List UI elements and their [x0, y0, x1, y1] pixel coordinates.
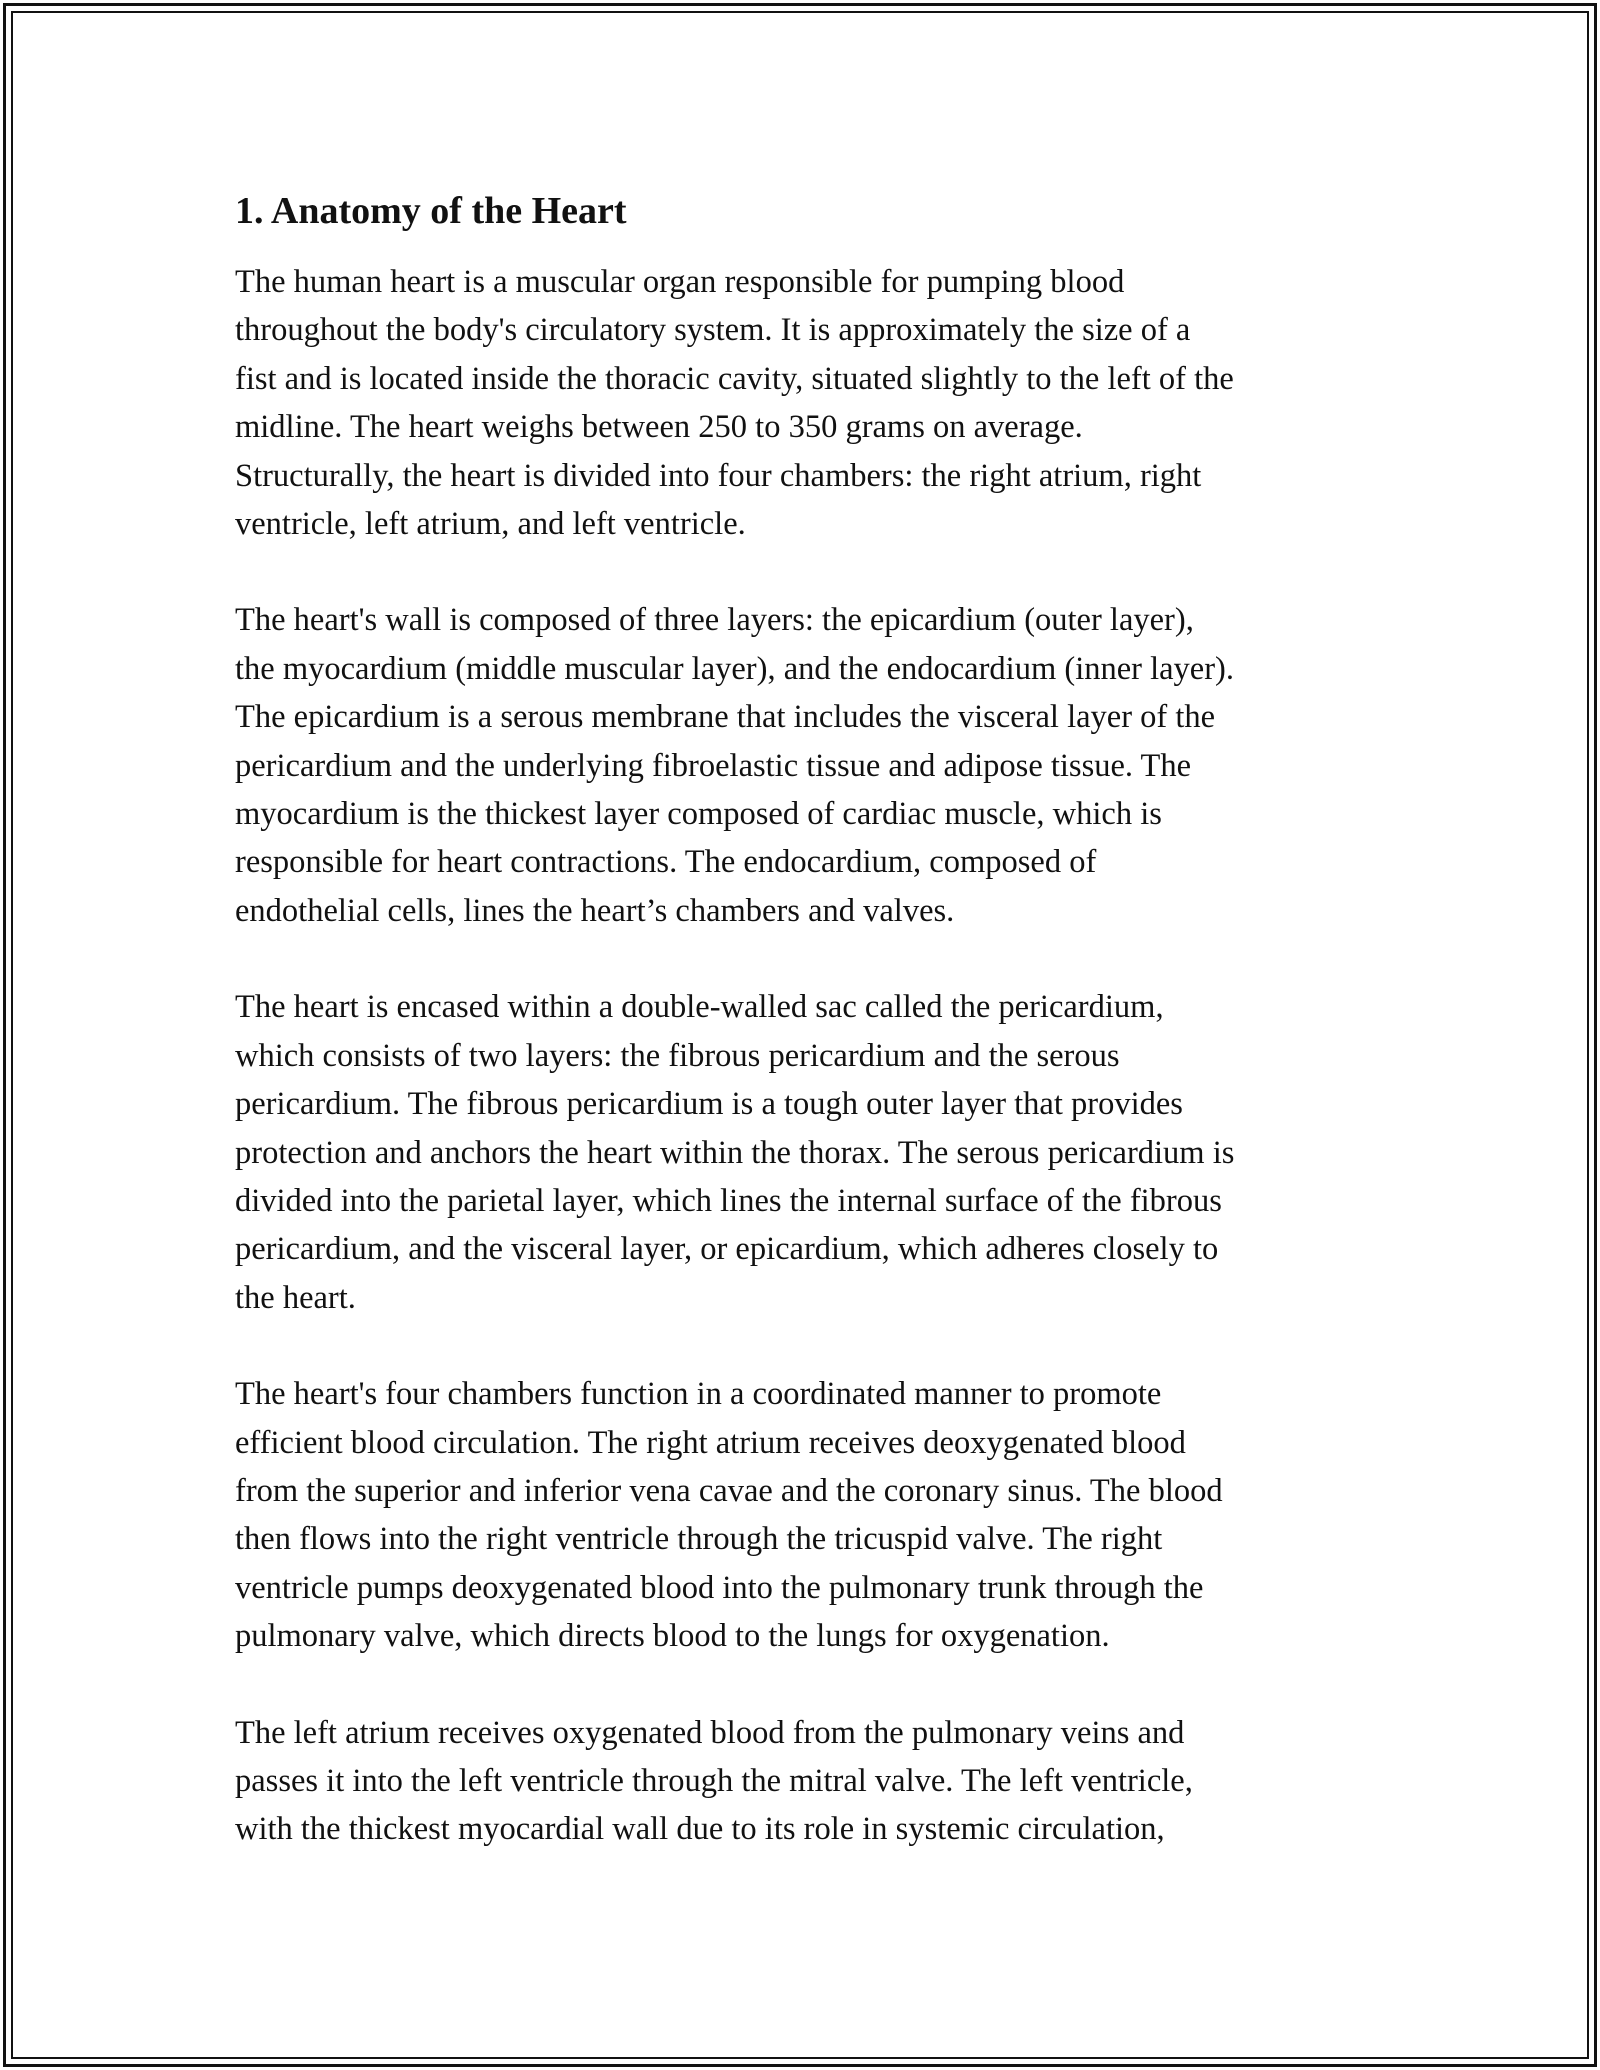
document-body: [235, 186, 1375, 1902]
section-heading: 1. Anatomy of the Heart: [235, 190, 627, 232]
paragraph-heart-overview: The human heart is a muscular organ responsible for pumping blood throughout the body's circulatory system. It is approximately the size of a fist and is located inside the thoracic cavity, situated slightly to the left of the midline. The heart weighs between 250 to 350 grams on average. Structurally, the heart is divided into four chambers: the right atrium, right ventricle, left atrium, and left ventricle.: [235, 264, 1234, 543]
paragraph-left-heart-circulation: The left atrium receives oxygenated blood from the pulmonary veins and passes it into the left ventricle through the mitral valve. The left ventricle, with the thickest myocardial wall due to its role in systemic circulation,: [235, 1714, 1193, 1848]
paragraph-right-heart-circulation: The heart's four chambers function in a coordinated manner to promote efficient blood circulation. The right atrium receives deoxygenated blood from the superior and inferior vena cavae and the coronary sinus. The blood then flows into the right ventricle through the tricuspid valve. The right ventricle pumps deoxygenated blood into the pulmonary trunk through the pulmonary valve, which directs blood to the lungs for oxygenation.: [235, 1376, 1223, 1655]
paragraph-pericardium: The heart is encased within a double-walled sac called the pericardium, which consists of two layers: the fibrous pericardium and the serous pericardium. The fibrous pericardium is a tough outer layer that provides protection and anchors the heart within the thorax. The serous pericardium is divided into the parietal layer, which lines the internal surface of the fibrous pericardium, and the visceral layer, or epicardium, which adheres closely to the heart.: [235, 989, 1235, 1316]
paragraph-heart-wall-layers: The heart's wall is composed of three layers: the epicardium (outer layer), the myocardium (middle muscular layer), and the endocardium (inner layer). The epicardium is a serous membrane that includes the visceral layer of the pericardium and the underlying fibroelastic tissue and adipose tissue. The myocardium is the thickest layer composed of cardiac muscle, which is responsible for heart contractions. The endocardium, composed of endothelial cells, lines the heart’s chambers and valves.: [235, 602, 1234, 929]
